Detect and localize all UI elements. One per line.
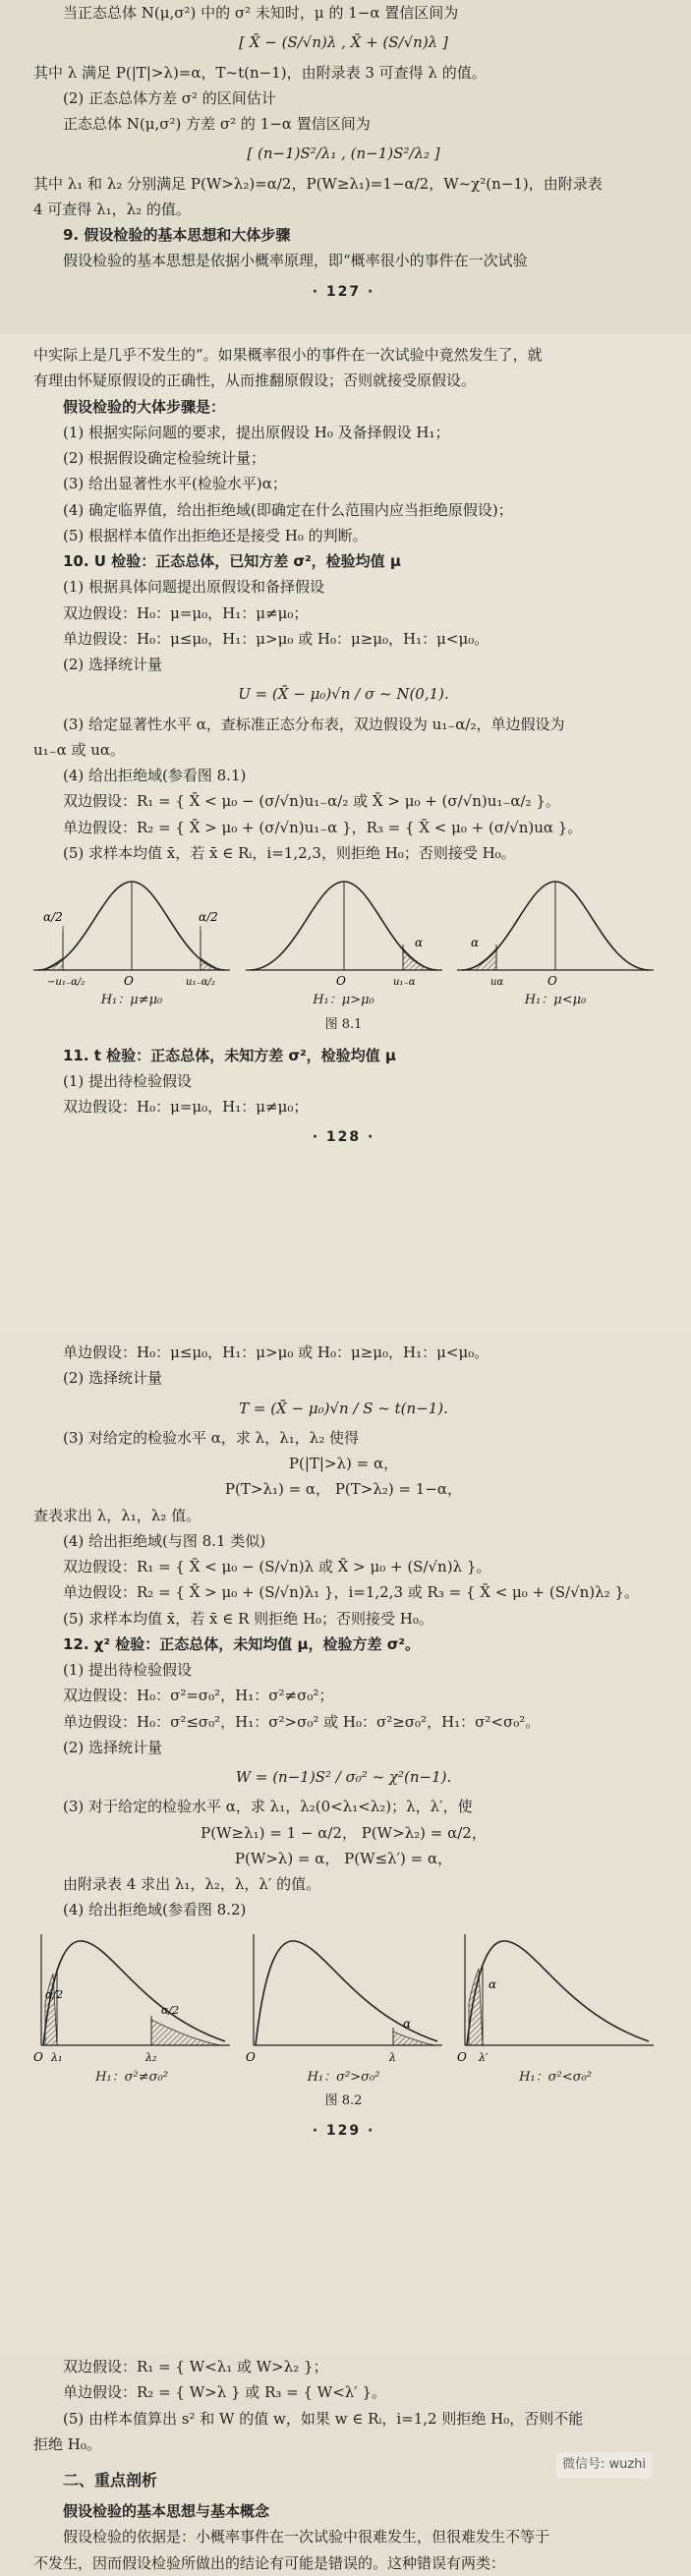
section-heading: 12. χ² 检验：正态总体，未知均值 μ，检验方差 σ²。	[63, 1634, 420, 1653]
text-line: 假设检验的依据是：小概率事件在一次试验中很难发生，但很难发生不等于	[63, 2528, 550, 2547]
text-line: 4 可查得 λ₁，λ₂ 的值。	[33, 200, 191, 218]
text-line: P(|T|>λ) = α，	[288, 1455, 399, 1472]
text-line: (1) 提出待检验假设	[63, 1661, 193, 1679]
step-item: (3) 给出显著性水平(检验水平)α；	[63, 475, 287, 493]
text-line: (3) 对于给定的检验水平 α，求 λ₁，λ₂(0<λ₁<λ₂)；λ，λ′，使	[63, 1798, 473, 1816]
text-line: (2) 选择统计量	[63, 656, 163, 673]
text-line: 其中 λ 满足 P(|T|>λ)=α，T~t(n−1)，由附录表 3 可查得 λ 的值。	[33, 63, 487, 82]
formula: [ X̄ − (S/√n)λ , X̄ + (S/√n)λ ]	[239, 33, 448, 52]
subheading: 假设检验的大体步骤是：	[63, 397, 226, 416]
text-line: 单边假设：H₀：σ²≤σ₀²，H₁：σ²>σ₀² 或 H₀：σ²≥σ₀²，H₁：σ²<σ₀²。	[63, 1712, 541, 1731]
text-line: 单边假设：R₂ = { X̄ > μ₀ + (σ/√n)u₁₋α }，R₃ = { X̄ < μ₀ + (σ/√n)uα }。	[63, 818, 583, 836]
formula: T = (X̄ − μ₀)√n / S ~ t(n−1).	[239, 1399, 448, 1417]
text-line: (1) 提出待检验假设	[63, 1071, 193, 1090]
text-line: (4) 给出拒绝域(与图 8.1 类似)	[63, 1531, 266, 1550]
formula: W = (n−1)S² / σ₀² ~ χ²(n−1).	[235, 1768, 452, 1786]
text-line: 不发生，因而假设检验所做出的结论有可能是错误的。这种错误有两类：	[33, 2553, 506, 2572]
text-line: (3) 对给定的检验水平 α，求 λ，λ₁，λ₂ 使得	[63, 1428, 359, 1447]
text-line: (5) 由样本值算出 s² 和 W 的值 w，如果 w ∈ Rᵢ，i=1,2 则拒绝 H₀，否则不能	[63, 2409, 584, 2428]
text-line: (4) 给出拒绝域(参看图 8.1)	[63, 767, 247, 784]
section-heading: 9. 假设检验的基本思想和大体步骤	[63, 226, 291, 244]
normal-curve-right-sided	[246, 872, 442, 1012]
figure-caption: H₁：σ²≠σ₀²	[95, 2069, 168, 2085]
text-line: 假设检验的基本思想是依据小概率原理，即“概率很小的事件在一次试验	[63, 252, 528, 270]
text-line: 单边假设：R₂ = { W>λ } 或 R₃ = { W<λ′ }。	[63, 2383, 386, 2402]
page-129	[0, 1332, 691, 2354]
page-number: · 127 ·	[312, 283, 375, 300]
text-line: 当正态总体 N(μ,σ²) 中的 σ² 未知时，μ 的 1−α 置信区间为	[63, 4, 459, 22]
page-number: · 128 ·	[312, 1129, 375, 1146]
text-line: 双边假设：H₀：σ²=σ₀²，H₁：σ²≠σ₀²；	[63, 1687, 334, 1705]
origin-label: O	[335, 974, 346, 988]
alpha-half-label: α/2	[45, 1987, 64, 2001]
text-line: (3) 给定显著性水平 α，查标准正态分布表，双边假设为 u₁₋α/₂，单边假设为	[63, 715, 565, 733]
text-line: P(T>λ₁) = α， P(T>λ₂) = 1−α，	[224, 1480, 463, 1499]
text-line: 双边假设：R₁ = { X̄ < μ₀ − (σ/√n)u₁₋α/₂ 或 X̄ > μ₀ + (σ/√n)u₁₋α/₂ }。	[63, 792, 560, 811]
text-line: P(W>λ) = α， P(W≤λ′) = α，	[234, 1849, 453, 1867]
alpha-label: α	[489, 1976, 497, 1991]
tick-label: λ	[388, 2050, 396, 2064]
text-line: (4) 给出拒绝域(参看图 8.2)	[63, 1901, 247, 1919]
text-line: 查表求出 λ，λ₁，λ₂ 值。	[33, 1506, 202, 1524]
text-line: 拒绝 H₀。	[33, 2434, 101, 2453]
text-line: 双边假设：H₀：μ=μ₀，H₁：μ≠μ₀；	[63, 603, 309, 622]
alpha-half-label: α/2	[199, 910, 218, 924]
text-line: (2) 正态总体方差 σ² 的区间估计	[63, 88, 276, 107]
figure-title: 图 8.1	[324, 1016, 363, 1032]
text-line: 双边假设：R₁ = { W<λ₁ 或 W>λ₂ }；	[63, 2358, 328, 2376]
tick-label: λ₂	[145, 2050, 157, 2064]
origin-label: O	[245, 2049, 256, 2064]
origin-label: O	[457, 2049, 467, 2064]
figure-caption: H₁：μ>μ₀	[313, 993, 374, 1007]
text-line: (2) 选择统计量	[63, 1369, 163, 1388]
figure-caption: H₁：μ<μ₀	[524, 993, 587, 1007]
text-line: 由附录表 4 求出 λ₁，λ₂，λ，λ′ 的值。	[63, 1875, 321, 1893]
tick-label: −u₁₋α/₂	[47, 977, 86, 988]
text-line: 双边假设：H₀：μ=μ₀，H₁：μ≠μ₀；	[63, 1098, 309, 1116]
text-line: 单边假设：H₀：μ≤μ₀，H₁：μ>μ₀ 或 H₀：μ≥μ₀，H₁：μ<μ₀。	[63, 629, 489, 648]
text-line: 中实际上是几乎不发生的”。如果概率很小的事件在一次试验中竟然发生了，就	[33, 346, 543, 364]
step-item: (4) 确定临界值，给出拒绝域(即确定在什么范围内应当拒绝原假设)；	[63, 500, 513, 519]
figure-8-1	[33, 872, 654, 1012]
text-line: (5) 求样本均值 x̄，若 x̄ ∈ R 则拒绝 H₀；否则接受 H₀。	[63, 1609, 433, 1628]
text-line: 有理由怀疑原假设的正确性，从而推翻原假设；否则就接受原假设。	[33, 372, 477, 390]
figure-caption: H₁：σ²<σ₀²	[519, 2069, 592, 2085]
text-line: (5) 求样本均值 x̄，若 x̄ ∈ Rᵢ，i=1,2,3，则拒绝 H₀；否则接受 H₀。	[63, 843, 516, 862]
section-heading: 二、重点剖析	[63, 2471, 158, 2490]
tick-label: u₁₋α/₂	[186, 977, 215, 988]
text-line: 单边假设：H₀：μ≤μ₀，H₁：μ>μ₀ 或 H₀：μ≥μ₀，H₁：μ<μ₀。	[63, 1344, 489, 1361]
text-line: 单边假设：R₂ = { X̄ > μ₀ + (S/√n)λ₁ }，i=1,2,3 或 R₃ = { X̄ < μ₀ + (S/√n)λ₂ }。	[63, 1583, 639, 1602]
formula: U = (X̄ − μ₀)√n / σ ~ N(0,1).	[238, 685, 449, 704]
figure-caption: H₁：σ²>σ₀²	[307, 2069, 380, 2085]
page-127	[0, 0, 691, 334]
tick-label: u₁₋α	[392, 977, 415, 988]
tick-label: uα	[490, 977, 504, 988]
text-line: P(W≥λ₁) = 1 − α/2， P(W>λ₂) = α/2，	[201, 1823, 487, 1842]
figure-8-2	[33, 1929, 654, 2089]
page-128	[0, 334, 691, 1332]
watermark: 微信号: wuzhi	[556, 2452, 652, 2479]
chi2-curve-right-sided	[246, 1929, 442, 2089]
page-130	[0, 2354, 691, 2572]
tick-label: λ₁	[51, 2050, 63, 2064]
origin-label: O	[124, 974, 134, 988]
normal-curve-left-sided	[457, 872, 654, 1012]
figure-caption: H₁：μ≠μ₀	[100, 993, 163, 1007]
text-line: 双边假设：R₁ = { X̄ < μ₀ − (S/√n)λ 或 X̄ > μ₀ + (S/√n)λ }。	[63, 1558, 491, 1575]
tick-label: λ′	[479, 2050, 489, 2064]
page-number: · 129 ·	[312, 2123, 375, 2139]
alpha-label: α	[471, 936, 480, 949]
alpha-half-label: α/2	[43, 910, 63, 924]
chi2-curve-two-sided	[33, 1929, 230, 2089]
text-line: (2) 选择统计量	[63, 1738, 163, 1756]
alpha-label: α	[414, 936, 423, 949]
section-heading: 10. U 检验：正态总体，已知方差 σ²，检验均值 μ	[63, 552, 401, 570]
step-item: (1) 根据实际问题的要求，提出原假设 H₀ 及备择假设 H₁；	[63, 423, 450, 441]
text-line: u₁₋α 或 uα。	[33, 740, 126, 759]
normal-curve-two-sided	[33, 872, 230, 1012]
origin-label: O	[33, 2049, 43, 2064]
alpha-label: α	[402, 2016, 411, 2031]
chi2-curve-left-sided	[457, 1929, 654, 2089]
alpha-half-label: α/2	[161, 2003, 180, 2017]
formula: [ (n−1)S²/λ₁ , (n−1)S²/λ₂ ]	[247, 144, 440, 163]
text-line: 其中 λ₁ 和 λ₂ 分别满足 P(W>λ₂)=α/2，P(W≥λ₁)=1−α/2，W~χ²(n−1)，由附录表	[33, 174, 603, 193]
text-line: 正态总体 N(μ,σ²) 方差 σ² 的 1−α 置信区间为	[63, 115, 371, 133]
step-item: (2) 根据假设确定检验统计量；	[63, 449, 266, 467]
text-line: (1) 根据具体问题提出原假设和备择假设	[63, 578, 325, 597]
figure-title: 图 8.2	[324, 2093, 363, 2109]
step-item: (5) 根据样本值作出拒绝还是接受 H₀ 的判断。	[63, 526, 368, 544]
origin-label: O	[547, 974, 557, 988]
section-heading: 11. t 检验：正态总体，未知方差 σ²，检验均值 μ	[63, 1046, 396, 1064]
subheading: 假设检验的基本思想与基本概念	[63, 2502, 270, 2520]
